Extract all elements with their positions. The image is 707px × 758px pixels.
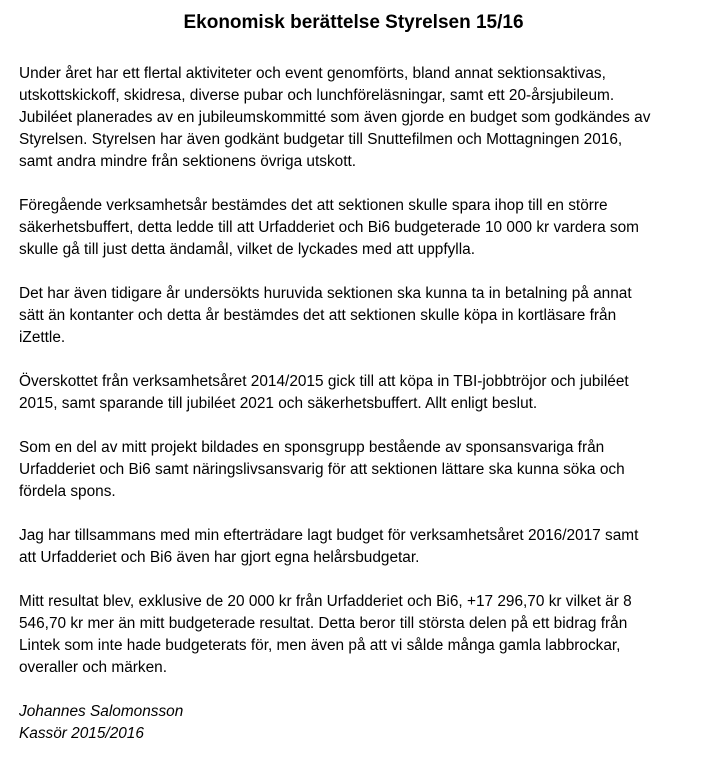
paragraph-line: overaller och märken.	[19, 659, 167, 676]
paragraph-line: Urfadderiet och Bi6 samt näringslivsansvarig för att sektionen lättare ska kunna söka och	[19, 461, 625, 478]
paragraph-line: utskottskickoff, skidresa, diverse pubar och lunchföreläsningar, samt ett 20-årsjubileum.	[19, 87, 615, 104]
paragraph-line: 546,70 kr mer än mitt budgeterade resultat. Detta beror till största delen på ett bidrag från	[19, 615, 628, 632]
paragraph-surplus	[19, 371, 699, 415]
paragraph-line: iZettle.	[19, 329, 66, 346]
paragraph-line: Under året har ett flertal aktiviteter och event genomförts, bland annat sektionsaktivas,	[19, 65, 606, 82]
paragraph-line: Lintek som inte hade budgeterats för, men även på att vi sålde många gamla labbrockar,	[19, 637, 621, 654]
document-title: Ekonomisk berättelse Styrelsen 15/16	[183, 12, 524, 33]
document-body	[19, 63, 699, 745]
paragraph-activities	[19, 63, 699, 173]
paragraph-line: samt andra mindre från sektionens övriga utskott.	[19, 153, 357, 170]
paragraph-line: fördela spons.	[19, 483, 116, 500]
paragraph-line: Som en del av mitt projekt bildades en sponsgrupp bestående av sponsansvariga från	[19, 439, 605, 456]
signature-block	[19, 701, 699, 745]
paragraph-line: Föregående verksamhetsår bestämdes det att sektionen skulle spara ihop till en större	[19, 197, 608, 214]
paragraph-line: Jag har tillsammans med min efterträdare lagt budget för verksamhetsåret 2016/2017 samt	[19, 527, 639, 544]
paragraph-line: Styrelsen. Styrelsen har även godkänt budgetar till Snuttefilmen och Mottagningen 2016,	[19, 131, 623, 148]
paragraph-line: skulle gå till just detta ändamål, vilket de lyckades med att uppfylla.	[19, 241, 475, 258]
paragraph-line: Jubiléet planerades av en jubileumskommitté som även gjorde en budget som godkändes av	[19, 109, 651, 126]
paragraph-sponsor-group	[19, 437, 699, 503]
paragraph-line: säkerhetsbuffert, detta ledde till att Urfadderiet och Bi6 budgeterade 10 000 kr vardera som	[19, 219, 639, 236]
paragraph-budget	[19, 525, 699, 569]
signature-role: Kassör 2015/2016	[19, 725, 144, 742]
paragraph-line: Mitt resultat blev, exklusive de 20 000 kr från Urfadderiet och Bi6, +17 296,70 kr vilket är 8	[19, 593, 632, 610]
paragraph-line: att Urfadderiet och Bi6 även har gjort egna helårsbudgetar.	[19, 549, 420, 566]
paragraph-card-reader	[19, 283, 699, 349]
paragraph-line: Det har även tidigare år undersökts huruvida sektionen ska kunna ta in betalning på annat	[19, 285, 632, 302]
paragraph-buffer	[19, 195, 699, 261]
signature-name: Johannes Salomonsson	[19, 703, 184, 720]
paragraph-line: Överskottet från verksamhetsåret 2014/2015 gick till att köpa in TBI-jobbtröjor och jubiléet	[19, 373, 629, 390]
paragraph-line: sätt än kontanter och detta år bestämdes det att sektionen skulle köpa in kortläsare från	[19, 307, 617, 324]
paragraph-line: 2015, samt sparande till jubiléet 2021 och säkerhetsbuffert. Allt enligt beslut.	[19, 395, 538, 412]
paragraph-result	[19, 591, 699, 679]
